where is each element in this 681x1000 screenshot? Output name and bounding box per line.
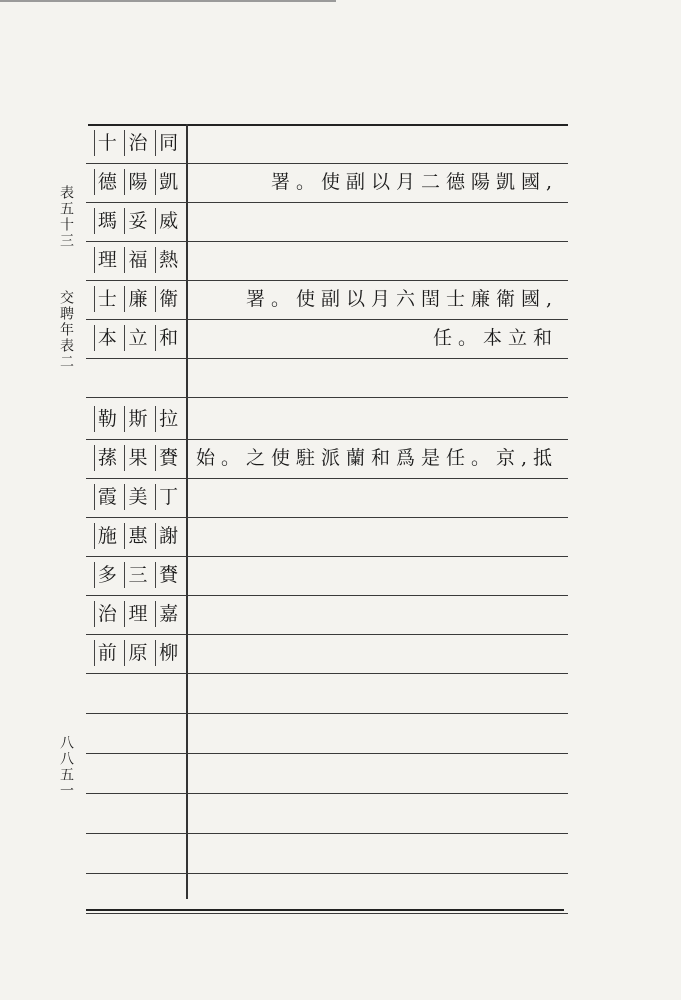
name-character: 福 (124, 247, 147, 273)
official-name (90, 484, 182, 510)
name-character: 立 (124, 325, 147, 351)
name-character: 賚 (155, 445, 178, 471)
name-character: 斯 (124, 406, 147, 432)
name-character: 和 (155, 325, 178, 351)
official-name (90, 286, 182, 312)
name-character: 拉 (155, 406, 178, 432)
name-character: 前 (94, 640, 117, 666)
margin-heading-table-number: 表五十三 (58, 185, 74, 249)
name-character: 美 (124, 484, 147, 510)
appointment-note: 任。本立和 (432, 327, 558, 349)
page-number: 八八五一 (58, 735, 74, 799)
official-name (90, 406, 182, 432)
official-name (90, 445, 182, 471)
table-row (86, 556, 568, 596)
table-row (86, 874, 568, 914)
name-character: 理 (94, 247, 117, 273)
top-scan-line (0, 0, 336, 2)
table-row (86, 319, 568, 359)
name-character: 本 (94, 325, 117, 351)
name-character: 凱 (155, 169, 178, 195)
official-name (90, 247, 182, 273)
name-character: 多 (94, 562, 117, 588)
table-row (86, 714, 568, 754)
name-character: 陽 (124, 169, 147, 195)
table-row (86, 241, 568, 281)
name-character: 瑪 (94, 208, 117, 234)
name-character: 士 (94, 286, 117, 312)
table-row (86, 280, 568, 320)
table-row (86, 439, 568, 479)
table-row (86, 517, 568, 557)
table-row (86, 202, 568, 242)
appointment-note: 署。使副以月六閏士廉衛國, (245, 288, 558, 310)
name-character: 賚 (155, 562, 178, 588)
appointment-note: 署。使副以月二德陽凱國, (270, 171, 558, 193)
table-row (86, 634, 568, 674)
table-row (86, 124, 568, 164)
name-character: 惠 (124, 523, 147, 549)
official-name (90, 325, 182, 351)
name-character: 威 (155, 208, 178, 234)
margin-heading-table-title: 交聘年表二 (58, 290, 74, 370)
name-character: 謝 (155, 523, 178, 549)
table-row (86, 794, 568, 834)
official-name (90, 601, 182, 627)
table-row (86, 478, 568, 518)
table-bottom-rule (86, 909, 564, 911)
name-character: 蓀 (94, 445, 117, 471)
name-character: 熱 (155, 247, 178, 273)
table-row (86, 834, 568, 874)
official-name (90, 169, 182, 195)
table-row (86, 163, 568, 203)
name-character: 同 (155, 130, 178, 156)
diplomatic-table (86, 124, 568, 914)
name-character: 治 (94, 601, 117, 627)
table-row (86, 754, 568, 794)
name-character: 丁 (155, 484, 178, 510)
name-character: 果 (124, 445, 147, 471)
table-row (86, 595, 568, 635)
name-character: 施 (94, 523, 117, 549)
name-character: 理 (124, 601, 147, 627)
name-character: 妥 (124, 208, 147, 234)
name-character: 德 (94, 169, 117, 195)
name-character: 柳 (155, 640, 178, 666)
name-character: 廉 (124, 286, 147, 312)
table-row (86, 674, 568, 714)
table-row (86, 358, 568, 398)
appointment-note: 始。之使駐派蘭和爲是任。京,抵 (195, 447, 558, 469)
official-name (90, 208, 182, 234)
name-character: 勒 (94, 406, 117, 432)
name-character: 十 (94, 130, 117, 156)
official-name (90, 640, 182, 666)
table-row (86, 400, 568, 440)
name-character: 三 (124, 562, 147, 588)
name-character: 衛 (155, 286, 178, 312)
name-character: 嘉 (155, 601, 178, 627)
name-character: 治 (124, 130, 147, 156)
official-name (90, 562, 182, 588)
official-name (90, 523, 182, 549)
official-name (90, 130, 182, 156)
name-character: 霞 (94, 484, 117, 510)
name-character: 原 (124, 640, 147, 666)
